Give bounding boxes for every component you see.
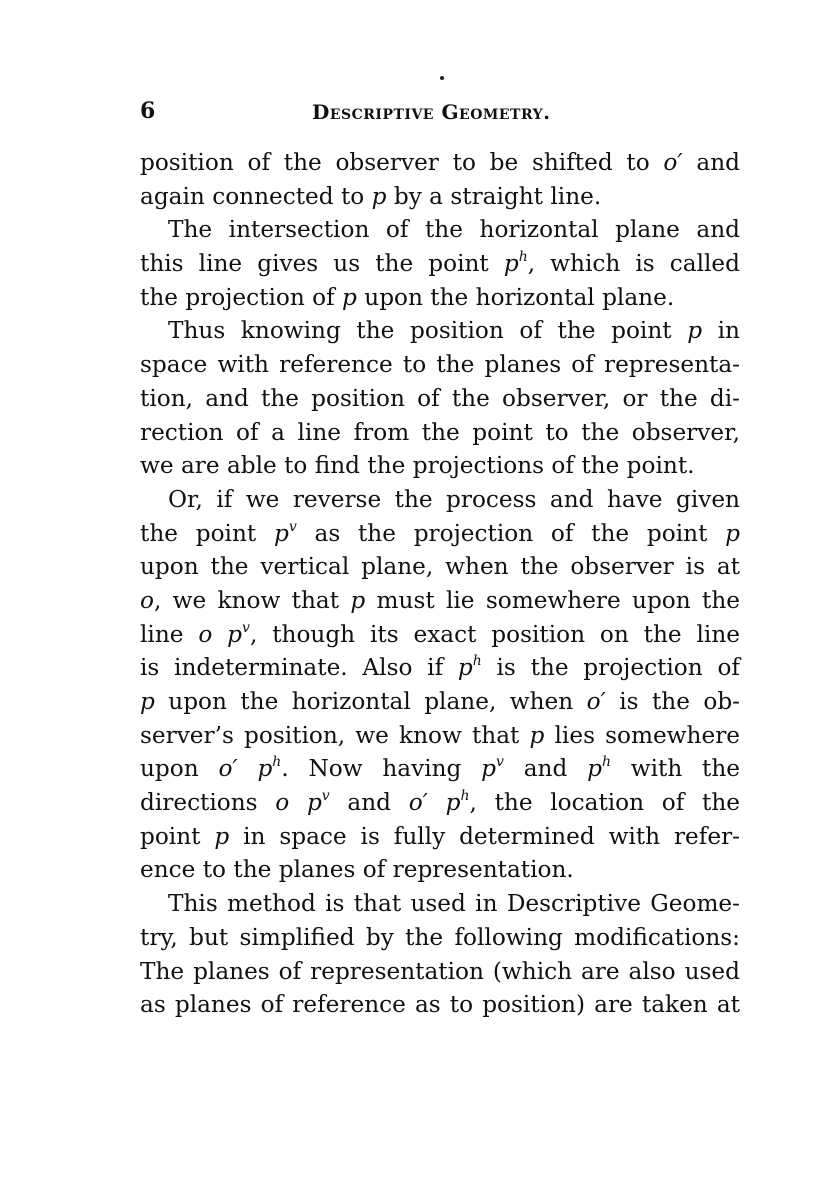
text-run: the projection of [140, 283, 343, 311]
text-line [140, 988, 740, 1022]
text-run: upon the horizontal plane. [356, 283, 675, 311]
text-line [140, 685, 740, 719]
italic-symbol: p [481, 755, 497, 783]
text-run: this line gives us the point [140, 250, 504, 278]
text-line [140, 146, 740, 180]
italic-symbol: p [273, 519, 289, 547]
text-line [140, 247, 740, 281]
text-line [140, 416, 740, 450]
text-line [140, 955, 740, 989]
text-line [140, 382, 740, 416]
text-line [140, 921, 740, 955]
text-run: , though its exact position on the line [249, 620, 740, 648]
superscript: h [518, 249, 528, 266]
superscript: v [288, 518, 297, 535]
text-run: The intersection of the horizontal plane and [168, 216, 740, 244]
superscript: v [496, 754, 504, 771]
text-run: try, but simplified by the following modifications: [140, 923, 740, 951]
text-run: upon the vertical plane, when the observer is at [140, 553, 740, 581]
text-line [140, 887, 740, 921]
italic-symbol: p [725, 519, 740, 547]
text-run: as planes of reference as to position) are taken at [140, 991, 740, 1019]
body-text [140, 146, 740, 1022]
superscript: h [472, 653, 482, 670]
print-speck [440, 76, 444, 80]
text-run: space with reference to the planes of representa- [140, 351, 740, 379]
superscript: h [601, 754, 611, 771]
text-run: server’s position, we know that [140, 721, 530, 749]
text-line [140, 820, 740, 854]
text-run: . Now having [281, 755, 482, 783]
italic-symbol: p [342, 283, 357, 311]
text-run: , the location of the [469, 789, 740, 817]
text-run: and [329, 789, 409, 817]
text-run: , we know that [153, 586, 351, 614]
text-line [140, 618, 740, 652]
page-header [140, 98, 740, 130]
italic-symbol: p [457, 654, 473, 682]
running-title: Descriptive Geometry. [312, 100, 551, 124]
text-run: Or, if we reverse the process and have given [168, 485, 740, 513]
text-line [140, 449, 740, 483]
text-run: is indeterminate. Also if [140, 654, 458, 682]
text-run: we are able to find the projections of the point. [140, 452, 695, 480]
italic-symbol: p [214, 822, 230, 850]
italic-symbol: p [140, 688, 155, 715]
text-line [140, 719, 740, 753]
text-line [140, 483, 740, 517]
text-line [140, 550, 740, 584]
page-number: 6 [140, 98, 156, 124]
superscript: h [272, 754, 282, 771]
italic-symbol: o p [275, 789, 322, 817]
text-run: and [503, 755, 588, 783]
italic-symbol: p [687, 317, 703, 345]
text-run: This method is that used in Descriptive Geome- [168, 890, 740, 918]
text-line [140, 517, 740, 551]
text-run: position of the observer to be shifted to [140, 149, 664, 176]
italic-symbol: o′ [586, 688, 606, 715]
text-line [140, 651, 740, 685]
text-line [140, 281, 740, 315]
text-run: directions [140, 789, 276, 817]
text-line [140, 584, 740, 618]
italic-symbol: o′ p [218, 755, 273, 783]
italic-symbol: p [503, 250, 519, 278]
text-run: must lie somewhere upon the [365, 586, 740, 614]
text-run: in [702, 317, 740, 345]
superscript: h [460, 788, 470, 805]
text-line [140, 752, 740, 786]
italic-symbol: p [371, 182, 387, 210]
text-run: ence to the planes of representation. [140, 856, 574, 884]
text-line [140, 348, 740, 382]
italic-symbol: o [140, 586, 154, 614]
italic-symbol: p [529, 721, 545, 749]
text-run: , which is called [527, 250, 740, 278]
italic-symbol: o′ [663, 149, 683, 176]
italic-symbol: p [350, 586, 366, 614]
italic-symbol: o p [198, 620, 243, 648]
italic-symbol: o′ p [408, 789, 461, 817]
italic-symbol: p [587, 755, 602, 783]
text-run: again connected to [140, 182, 372, 210]
text-run: and [682, 149, 740, 176]
text-run: rection of a line from the point to the observer, [140, 418, 740, 446]
superscript: v [321, 788, 330, 805]
text-run: lies somewhere [544, 721, 740, 749]
text-run: The planes of representation (which are also used [140, 957, 740, 985]
text-run: is the ob- [605, 688, 740, 715]
text-run: by a straight line. [386, 182, 602, 210]
text-run: line [140, 620, 199, 648]
text-run: is the projection of [481, 654, 740, 682]
text-run: in space is fully determined with refer- [229, 822, 741, 850]
text-line [140, 213, 740, 247]
text-run: tion, and the position of the observer, or the di- [140, 384, 740, 412]
text-run: as the projection of the point [296, 519, 726, 547]
text-run: with the [610, 755, 741, 783]
superscript: v [242, 619, 250, 636]
text-run: Thus knowing the position of the point [168, 317, 688, 345]
text-run: upon the horizontal plane, when [154, 688, 587, 715]
text-run: the point [140, 519, 274, 547]
text-line [140, 180, 740, 214]
text-run: point [140, 822, 215, 850]
text-line [140, 853, 740, 887]
text-line [140, 786, 740, 820]
text-line [140, 314, 740, 348]
text-run: upon [140, 755, 219, 783]
